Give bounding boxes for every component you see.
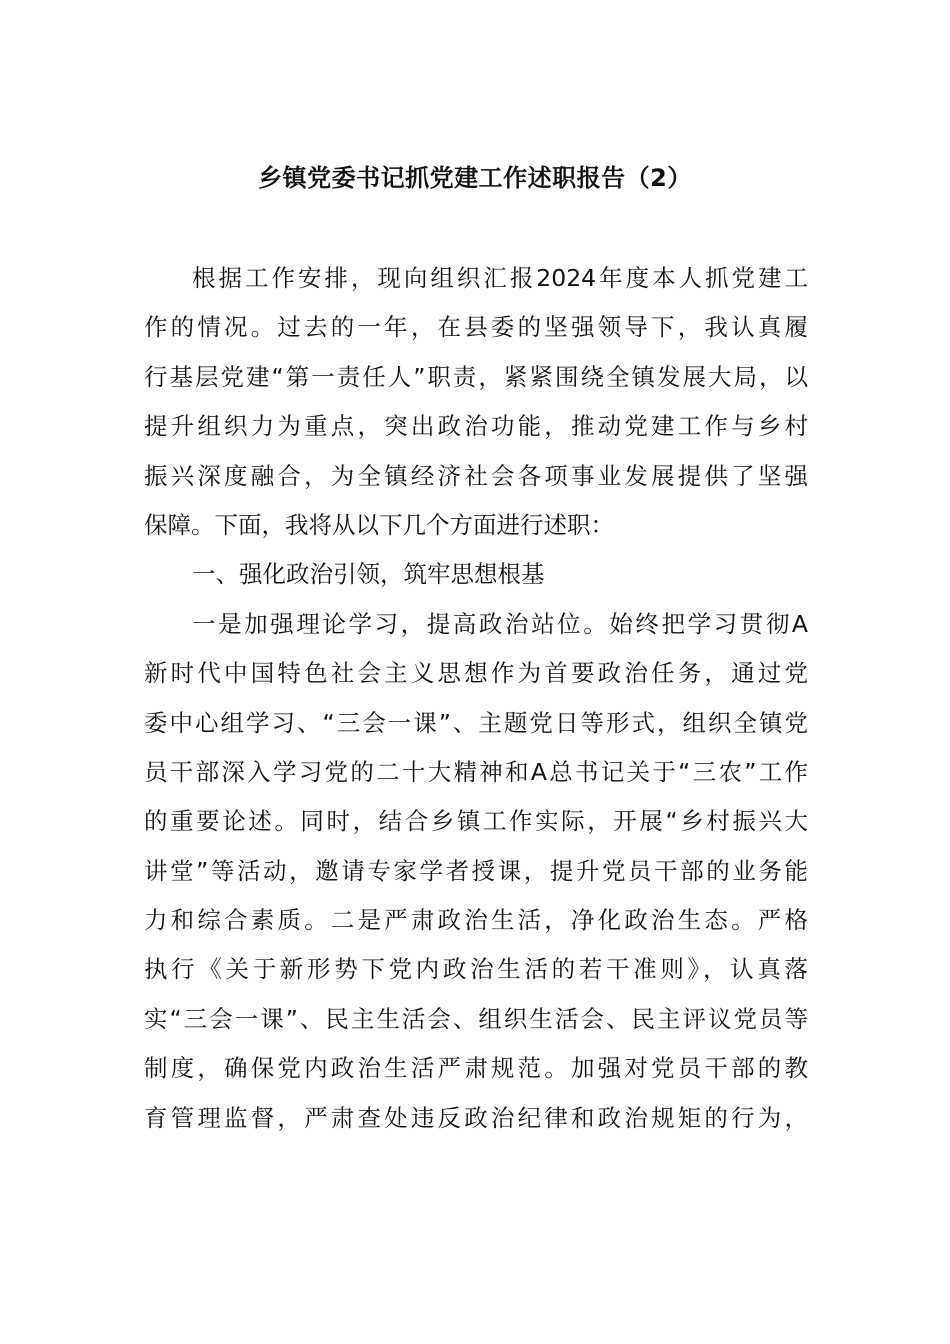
body-line: 育管理监督，严肃查处违反政治纪律和政治规矩的行为，: [144, 1103, 808, 1132]
body-line: 一、强化政治引领，筑牢思想根基: [192, 560, 545, 589]
body-line: 作的情况。过去的一年，在县委的坚强领导下，我认真履: [144, 313, 808, 342]
body-line: 执行《关于新形势下党内政治生活的若干准则》，认真落: [144, 955, 808, 984]
document-body: [144, 254, 808, 1143]
body-line: 振兴深度融合，为全镇经济社会各项事业发展提供了坚强: [144, 461, 808, 490]
document-title: 乡镇党委书记抓党建工作述职报告（2）: [258, 164, 692, 192]
body-line: 员干部深入学习党的二十大精神和A总书记关于“三农”工作: [144, 757, 808, 786]
body-line: 委中心组学习、“三会一课”、主题党日等形式，组织全镇党: [144, 708, 808, 737]
body-line: 根据工作安排，现向组织汇报2024年度本人抓党建工: [192, 264, 808, 292]
body-line: 讲堂”等活动，邀请专家学者授课，提升党员干部的业务能: [144, 856, 808, 885]
body-line: 新时代中国特色社会主义思想作为首要政治任务，通过党: [144, 659, 808, 688]
body-line: 行基层党建“第一责任人”职责，紧紧围绕全镇发展大局，以: [144, 362, 808, 391]
body-line: 保障。下面，我将从以下几个方面进行述职：: [144, 510, 614, 539]
body-line: 一是加强理论学习，提高政治站位。始终把学习贯彻A: [192, 609, 808, 638]
body-line: 力和综合素质。二是严肃政治生活，净化政治生态。严格: [144, 906, 808, 935]
body-line: 实“三会一课”、民主生活会、组织生活会、民主评议党员等: [144, 1004, 808, 1033]
body-line: 的重要论述。同时，结合乡镇工作实际，开展“乡村振兴大: [144, 807, 808, 836]
body-line: 制度，确保党内政治生活严肃规范。加强对党员干部的教: [144, 1054, 808, 1083]
body-line: 提升组织力为重点，突出政治功能，推动党建工作与乡村: [144, 412, 808, 441]
